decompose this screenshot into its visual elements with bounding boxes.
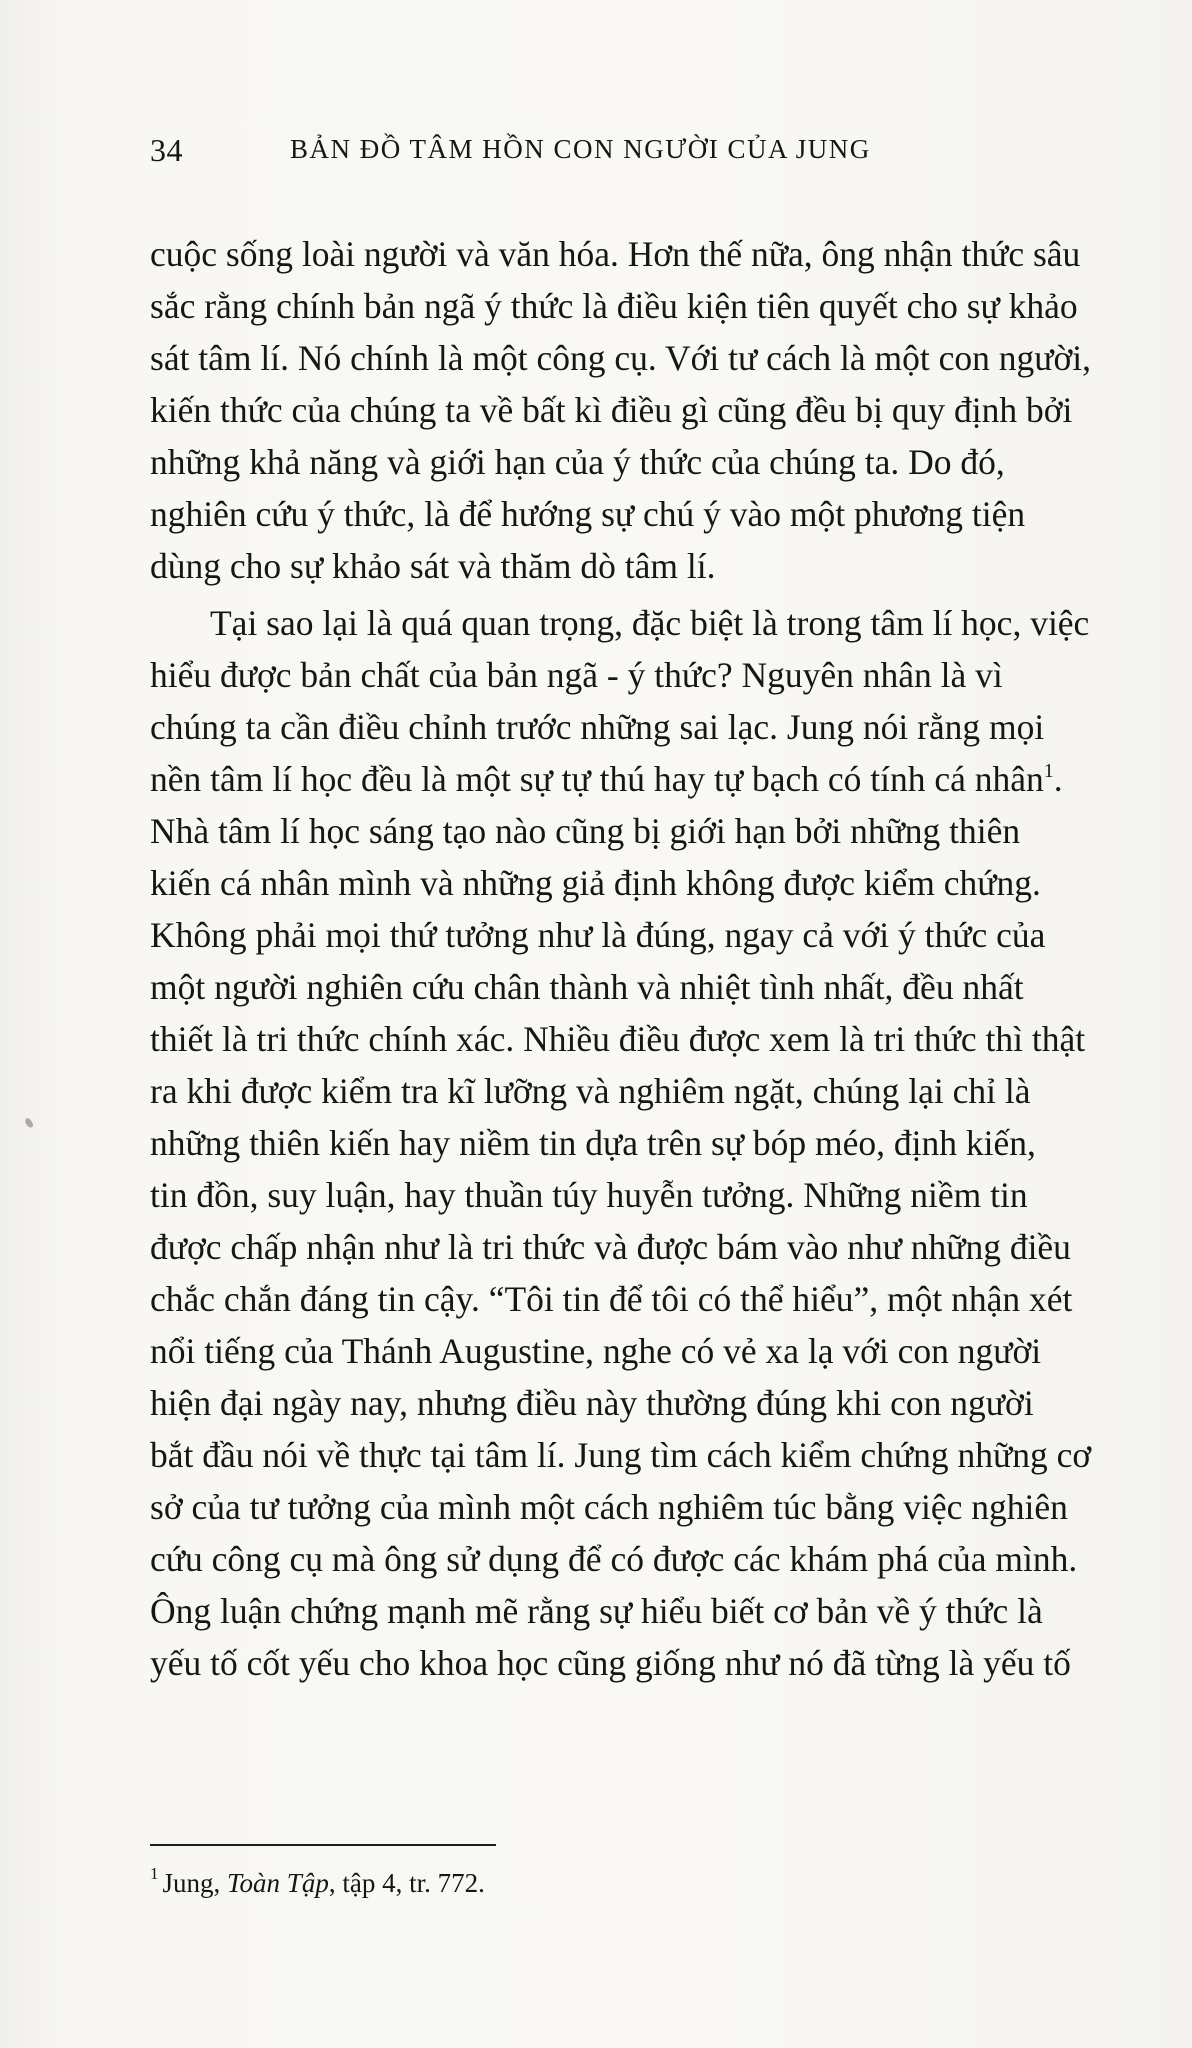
paper-speck: [24, 1117, 34, 1129]
text-line: sát tâm lí. Nó chính là một công cụ. Với tư cách là một con người,: [150, 338, 1091, 378]
text-line-content: nền tâm lí học đều là một sự tự thú hay tự bạch có tính cá nhân: [150, 759, 1044, 799]
text-line: Nhà tâm lí học sáng tạo nào cũng bị giới hạn bởi những thiên: [150, 811, 1021, 851]
footnote-reference: 1: [1043, 760, 1054, 782]
text-line: cứu công cụ mà ông sử dụng để có được các khám phá của mình.: [150, 1539, 1078, 1579]
footnote-divider: [150, 1844, 496, 1846]
sentence-period: .: [1053, 759, 1063, 799]
text-line: sở của tư tưởng của mình một cách nghiêm túc bằng việc nghiên: [150, 1487, 1068, 1527]
book-title: BẢN ĐỒ TÂM HỒN CON NGƯỜI CỦA JUNG: [290, 134, 871, 164]
text-line: hiểu được bản chất của bản ngã - ý thức? Nguyên nhân là vì: [150, 655, 1003, 695]
text-line: bắt đầu nói về thực tại tâm lí. Jung tìm cách kiểm chứng những cơ: [150, 1435, 1092, 1475]
text-line: những thiên kiến hay niềm tin dựa trên sự bóp méo, định kiến,: [150, 1123, 1036, 1163]
footnote-number: 1: [150, 1864, 159, 1883]
text-line: dùng cho sự khảo sát và thăm dò tâm lí.: [150, 546, 716, 586]
text-line: kiến thức của chúng ta về bất kì điều gì cũng đều bị quy định bởi: [150, 390, 1073, 430]
text-line-with-footnote: [150, 753, 1132, 805]
text-line: nổi tiếng của Thánh Augustine, nghe có vẻ xa lạ với con người: [150, 1331, 1042, 1371]
text-line: kiến cá nhân mình và những giả định không được kiểm chứng.: [150, 863, 1041, 903]
footnote-work-title: Toàn Tập: [227, 1868, 329, 1898]
text-line: Tại sao lại là quá quan trọng, đặc biệt là trong tâm lí học, việc: [210, 603, 1090, 643]
text-line: một người nghiên cứu chân thành và nhiệt tình nhất, đều nhất: [150, 967, 1024, 1007]
text-line: Không phải mọi thứ tưởng như là đúng, ngay cả với ý thức của: [150, 915, 1046, 955]
text-line: cuộc sống loài người và văn hóa. Hơn thế nữa, ông nhận thức sâu: [150, 234, 1081, 274]
text-line: chắc chắn đáng tin cậy. “Tôi tin để tôi có thể hiểu”, một nhận xét: [150, 1279, 1073, 1319]
text-line: tin đồn, suy luận, hay thuần túy huyễn tưởng. Những niềm tin: [150, 1175, 1028, 1215]
footnote-citation: , tập 4, tr. 772.: [328, 1868, 485, 1898]
text-line: hiện đại ngày nay, nhưng điều này thường đúng khi con người: [150, 1383, 1034, 1423]
page-number: 34: [150, 132, 183, 168]
footnote-author: Jung,: [162, 1868, 228, 1898]
text-line: nghiên cứu ý thức, là để hướng sự chú ý vào một phương tiện: [150, 494, 1026, 534]
text-line: sắc rằng chính bản ngã ý thức là điều kiện tiên quyết cho sự khảo: [150, 286, 1078, 326]
text-line: chúng ta cần điều chỉnh trước những sai lạc. Jung nói rằng mọi: [150, 707, 1045, 747]
text-line: yếu tố cốt yếu cho khoa học cũng giống như nó đã từng là yếu tố: [150, 1643, 1071, 1683]
running-header: [150, 132, 1100, 176]
text-line: thiết là tri thức chính xác. Nhiều điều được xem là tri thức thì thật: [150, 1019, 1086, 1059]
text-line: ra khi được kiểm tra kĩ lưỡng và nghiêm ngặt, chúng lại chỉ là: [150, 1071, 1031, 1111]
body-text: [150, 228, 1132, 1689]
text-line: được chấp nhận như là tri thức và được bám vào như những điều: [150, 1227, 1071, 1267]
text-line: Ông luận chứng mạnh mẽ rằng sự hiểu biết cơ bản về ý thức là: [150, 1591, 1043, 1631]
text-line: những khả năng và giới hạn của ý thức của chúng ta. Do đó,: [150, 442, 1005, 482]
footnote: [150, 1864, 485, 1899]
